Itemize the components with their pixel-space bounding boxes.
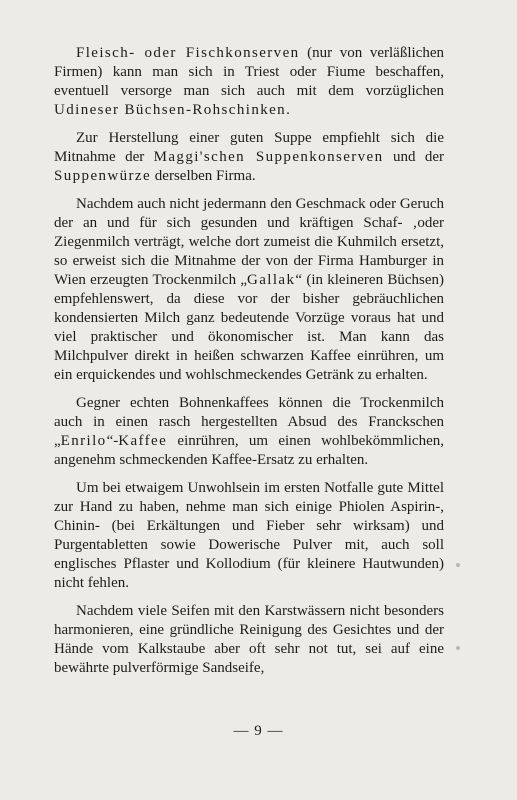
text-segment: “ (in kleineren Büchsen) empfehlenswert, da diese vor der bisher gebräuchlichen kondensierten Milch ganz bedeutende Vorzüge voraus hat und viel praktischer und ökonomischer ist. Man kann das Milchpulver direkt in heißen schwarzen Kaffee einrühren, um ein erquickendes und wohlschmeckendes Getränk zu erhalten. xyxy=(54,272,444,383)
paper-speck xyxy=(456,646,460,650)
emphasized-text: Kaffee xyxy=(118,433,168,449)
text-segment: “- xyxy=(106,433,119,449)
text-segment: einrühren, um einen wohlbekömmlichen, angenehm schmeckenden Kaffee-Ersatz zu erhalten. xyxy=(54,433,444,468)
emphasized-text: Suppenwürze xyxy=(54,168,152,184)
emphasized-text: Enrilo xyxy=(60,433,107,449)
text-segment: derselben Firma. xyxy=(151,168,256,184)
paper-speck xyxy=(456,563,460,567)
text-segment: (nur von verläßlichen Firmen) kann man sich in Triest oder Fiume beschaffen, eventuell versorge man sich auch mit dem vorzüglichen xyxy=(54,45,444,99)
emphasized-text: Fleisch- oder Fischkonserven xyxy=(76,45,300,61)
paragraph-coffee xyxy=(54,394,444,470)
body-text xyxy=(54,44,444,687)
page-number: — 9 — xyxy=(233,723,284,739)
paragraph-milk xyxy=(54,195,444,385)
emphasized-text: Gallak xyxy=(247,272,296,288)
text-segment: Um bei etwaigem Unwohlsein im ersten Notfalle gute Mittel zur Hand zu haben, nehme man sich einige Phiolen Aspirin-, Chinin- (bei Erkältungen und Fieber sehr wirksam) und Purgentabletten sowie Dowerische Pulver mit, auch soll englisches Pflaster und Kollodium (für kleinere Hautwunden) nicht fehlen. xyxy=(54,480,444,591)
paragraph-canned-meat xyxy=(54,44,444,120)
paragraph-medicine xyxy=(54,479,444,593)
paragraph-soap xyxy=(54,602,444,678)
text-segment: Nachdem auch nicht jedermann den Geschmack oder Geruch der an und für sich gesunden und kräftigen Schaf- ‚oder Ziegenmilch verträgt, welche dort zumeist die Kuhmilch ersetzt, so erweist sich die Mitnahme der von der Firma Hamburger in Wien erzeugten Trockenmilch „ xyxy=(54,196,444,288)
emphasized-text: Udineser Büchsen-Rohschinken. xyxy=(54,102,292,118)
text-segment: Zur Herstellung einer guten Suppe empfiehlt sich die Mitnahme der xyxy=(54,130,444,165)
paragraph-soup xyxy=(54,129,444,186)
text-segment: Gegner echten Bohnenkaffees können die Trockenmilch auch in einen rasch hergestellten Absud des Franckschen „ xyxy=(54,395,444,449)
text-segment: und der xyxy=(383,149,445,165)
emphasized-text: Maggi'schen Suppenkonserven xyxy=(153,149,384,165)
text-segment: Nachdem viele Seifen mit den Karstwässern nicht besonders harmonieren, eine gründliche Reinigung des Gesichtes und der Hände vom Kalkstaube aber oft sehr not tut, sei auf eine bewährte pulverförmige Sandseife, xyxy=(54,603,444,676)
